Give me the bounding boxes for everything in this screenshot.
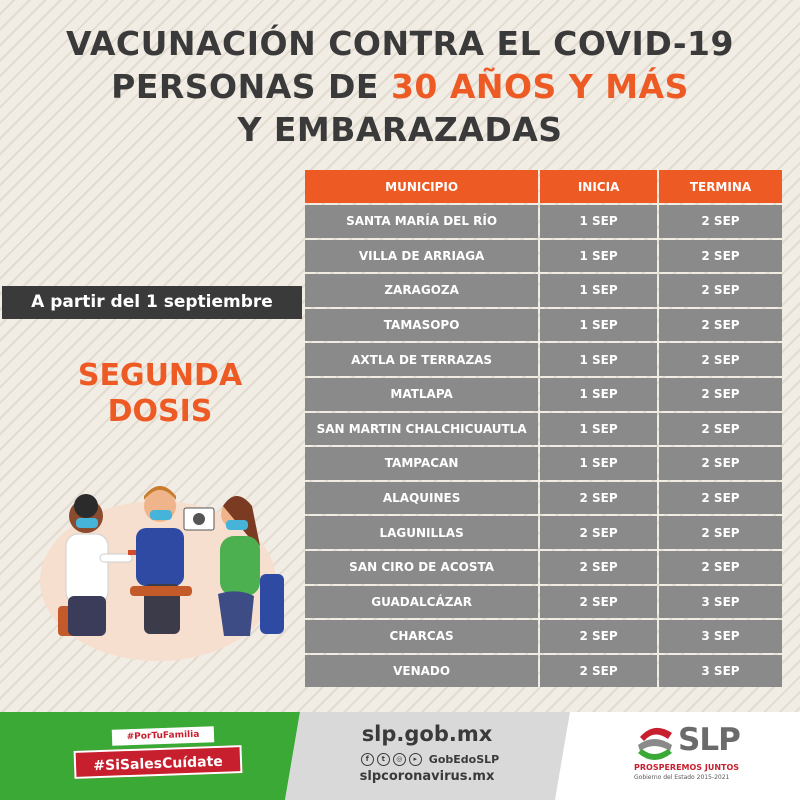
hashtag-por-tu-familia: #PorTuFamilia: [112, 726, 214, 746]
municipio-cell: TAMPACAN: [305, 447, 538, 480]
table-row: [305, 620, 782, 653]
termina-cell: 3 SEP: [659, 655, 782, 688]
municipio-cell: SAN CIRO DE ACOSTA: [305, 551, 538, 584]
inicia-cell: 2 SEP: [540, 586, 657, 619]
hashtag-si-sales-cuidate: #SiSalesCuídate: [74, 745, 243, 779]
start-date-banner: A partir del 1 septiembre: [2, 286, 302, 319]
termina-cell: 3 SEP: [659, 586, 782, 619]
inicia-cell: 2 SEP: [540, 516, 657, 549]
table-row: [305, 551, 782, 584]
table-row: [305, 378, 782, 411]
municipio-cell: VENADO: [305, 655, 538, 688]
table-row: [305, 655, 782, 688]
inicia-cell: 1 SEP: [540, 413, 657, 446]
table-row: [305, 274, 782, 307]
dose-line-2: DOSIS: [107, 394, 213, 429]
title-line-2: [0, 65, 800, 108]
facebook-icon[interactable]: f: [361, 753, 374, 766]
termina-cell: 2 SEP: [659, 447, 782, 480]
header-municipio: MUNICIPIO: [305, 170, 538, 203]
dose-line-1: SEGUNDA: [77, 358, 243, 393]
inicia-cell: 2 SEP: [540, 620, 657, 653]
poster-title: [0, 22, 800, 151]
municipio-cell: CHARCAS: [305, 620, 538, 653]
inicia-cell: 1 SEP: [540, 205, 657, 238]
table-row: [305, 240, 782, 273]
termina-cell: 3 SEP: [659, 620, 782, 653]
inicia-cell: 1 SEP: [540, 343, 657, 376]
coronavirus-website-link[interactable]: slpcoronavirus.mx: [359, 769, 495, 784]
slp-logo-icon: [634, 723, 676, 763]
inicia-cell: 2 SEP: [540, 551, 657, 584]
social-handle[interactable]: GobEdoSLP: [428, 752, 500, 766]
table-row: [305, 586, 782, 619]
header-termina: TERMINA: [659, 170, 782, 203]
municipio-cell: GUADALCÁZAR: [305, 586, 538, 619]
youtube-icon[interactable]: ▸: [409, 753, 422, 766]
table-row: [305, 205, 782, 238]
slp-slogan: PROSPEREMOS JUNTOS: [634, 763, 740, 772]
municipio-cell: SAN MARTIN CHALCHICUAUTLA: [305, 413, 538, 446]
title-line-2-accent: 30 AÑOS Y MÁS: [390, 67, 689, 106]
table-row: [305, 343, 782, 376]
header-inicia: INICIA: [540, 170, 657, 203]
municipio-cell: SANTA MARÍA DEL RÍO: [305, 205, 538, 238]
slp-government: Gobierno del Estado 2015-2021: [634, 774, 730, 781]
title-line-1: VACUNACIÓN CONTRA EL COVID-19: [66, 24, 734, 63]
municipio-cell: ALAQUINES: [305, 482, 538, 515]
municipio-cell: ZARAGOZA: [305, 274, 538, 307]
termina-cell: 2 SEP: [659, 413, 782, 446]
table-row: [305, 482, 782, 515]
inicia-cell: 2 SEP: [540, 482, 657, 515]
inicia-cell: 1 SEP: [540, 447, 657, 480]
municipio-cell: MATLAPA: [305, 378, 538, 411]
termina-cell: 2 SEP: [659, 551, 782, 584]
social-links: [340, 751, 520, 767]
inicia-cell: 2 SEP: [540, 655, 657, 688]
vaccination-illustration: [38, 476, 288, 666]
termina-cell: 2 SEP: [659, 378, 782, 411]
termina-cell: 2 SEP: [659, 516, 782, 549]
municipio-cell: AXTLA DE TERRAZAS: [305, 343, 538, 376]
table-row: [305, 447, 782, 480]
termina-cell: 2 SEP: [659, 309, 782, 342]
table-body: [305, 205, 782, 687]
title-line-3: Y EMBARAZADAS: [237, 110, 563, 149]
table-row: [305, 309, 782, 342]
inicia-cell: 1 SEP: [540, 378, 657, 411]
termina-cell: 2 SEP: [659, 482, 782, 515]
title-line-2-prefix: PERSONAS DE: [111, 67, 391, 106]
inicia-cell: 1 SEP: [540, 274, 657, 307]
municipio-cell: VILLA DE ARRIAGA: [305, 240, 538, 273]
inicia-cell: 1 SEP: [540, 240, 657, 273]
twitter-icon[interactable]: t: [377, 753, 390, 766]
municipio-cell: LAGUNILLAS: [305, 516, 538, 549]
termina-cell: 2 SEP: [659, 240, 782, 273]
termina-cell: 2 SEP: [659, 205, 782, 238]
vaccination-schedule-table: [303, 168, 784, 689]
dose-label: [40, 358, 280, 430]
table-header-row: [305, 170, 782, 203]
inicia-cell: 1 SEP: [540, 309, 657, 342]
website-link[interactable]: slp.gob.mx: [361, 722, 493, 746]
instagram-icon[interactable]: ◎: [393, 753, 406, 766]
table-row: [305, 413, 782, 446]
municipio-cell: TAMASOPO: [305, 309, 538, 342]
table-row: [305, 516, 782, 549]
termina-cell: 2 SEP: [659, 274, 782, 307]
slp-logo-text: SLP: [678, 722, 740, 758]
termina-cell: 2 SEP: [659, 343, 782, 376]
